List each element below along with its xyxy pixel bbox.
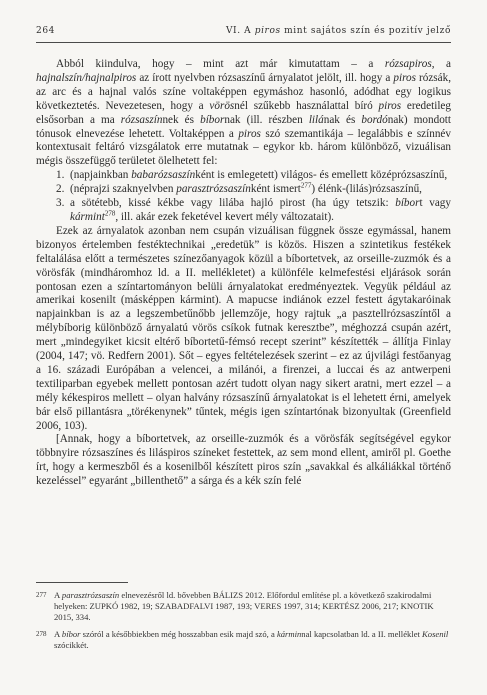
paragraph-3: [Annak, hogy a bíbortetvek, az orseille-zuzmók és a vörösfák segítségével egykor többnyire rózsaszínes és liláspiros színeket festettek, az sem mond ellent, amiről pl. Goethe írt, hogy a kermeszből és a kosenilből készített piros szín „savakkal és alkáliákkal történő kezeléssel” egyaránt „billenthető” a sárga és a kék szín felé bbox=[36, 433, 451, 488]
footnote-ref[interactable]: 277 bbox=[300, 181, 312, 190]
footnote-rule bbox=[36, 582, 128, 583]
footnote-ref[interactable]: 278 bbox=[104, 209, 116, 218]
footnote-277: 277 A parasztrózsaszín elnevezésről ld. bővebben BÁLIZS 2012. Előfordul említése pl. a következő szakirodalmi helyeken: ZUPKÓ 1982, 19; SZABADFALVI 1987, 193; VERES 1997, 314; KERTÉSZ 2006, 217; KNOTIK 2015, 334. bbox=[36, 590, 434, 622]
list-item: 3. a sötétebb, kissé kékbe vagy lilába hajló pirost (ha úgy tetszik: bíbort vagy kármint$^{278}$, ill. akár ezek feketével kevert mély változatait). bbox=[56, 197, 451, 223]
list-item: 1. (napjainkban babarózsaszínként is emlegetett) világos- és emellett középrózsaszínű, bbox=[56, 169, 448, 182]
footnotes bbox=[36, 590, 451, 657]
paragraph-1: Abból kiindulva, hogy – mint azt már kimutattam – a rózsapiros, a hajnalszín/hajnalpiros az írott nyelvben rózsaszínű árnyalatot jelölt, ill. hogy a piros rózsák, az arc és a hajnal valós színe voltaképpen egymáshoz hasonló, adódhat egy logikus következtetés. Nevezetesen, hogy a vörösnél szűkebb használattal bíró piros eredetileg elsősorban a ma rózsaszínnek és bíbornak (ill. részben lilának és bordónak) mondott tónusok elnevezése lehetett. Voltaképpen a piros szó szemantikája – legalábbis e színnév kontextusait feltáró vizsgálatok erre mutatnak – egykor kb. három különböző, vizuálisan mégis összefüggő területet ölelhetett fel: bbox=[36, 58, 452, 168]
chapter-title: VI. A piros mint sajátos szín és pozitív jelző bbox=[225, 26, 451, 36]
paragraph-2: Ezek az árnyalatok azonban nem csupán vizuálisan függnek össze egymással, hanem bizonyos értelemben festéktechnikai „eredetük” is közös. Hiszen a szintetikus festékek feltalálása előtt a természetes színezőanyagok közül a bíbortetvek, az orseille-zuzmók és a vörösfák (mindháromhoz ld. a II. mellékletet) a különféle kelmefestési eljárások során pontosan ezen a színtartományon belüli árnyalatokat eredményeztek. Vegyük például az amerikai kosenilt (másképpen kármint). A mapucse indiánok ezzel festett ágytakaróinak napjainkban is az a legszembetűnőbb jellemzője, hogy rajtuk „a pasztellrózsaszíntől a mélybíborig különböző árnyalatú vörös csíkok futnak keresztbe”, méghozzá csupán azért, mert „mindegyiket kicsit eltérő bíbortetű-fémsó recept szerint” készítették – állítja Finlay (2004, 147; vö. Redfern 2001). Sőt – egyes feltételezések szerint – ez az újvilági festőanyag a 16. századi Európában a velencei, a milánói, a firenzei, a luccai és az antwerpeni textiliparban egyebek mellett pontosan azért tudott olyan nagy sikert aratni, mert ezzel – a mély kékespiros mellett – olyan halvány rózsaszínű árnyalatokat is el lehetett érni, amelyek bár első pillantásra „törékenynek” tűntek, mégis igen színtartónak bizonyultak (Greenfield 2006, 103). bbox=[36, 224, 451, 432]
main-text bbox=[36, 58, 451, 489]
running-head bbox=[36, 26, 451, 36]
footnote-278: 278 A bíbor szóról a későbbiekben még hosszabban esik majd szó, a kárminnal kapcsolatban ld. a II. melléklet Kosenil szócikkét. bbox=[36, 629, 449, 650]
page-number: 264 bbox=[36, 26, 55, 36]
shade-list bbox=[36, 169, 451, 225]
header-rule bbox=[36, 42, 451, 43]
list-item: 2. (néprajzi szaknyelvben parasztrózsaszínként ismert$^{277}$) élénk-(lilás)rózsaszínű, bbox=[56, 181, 422, 196]
